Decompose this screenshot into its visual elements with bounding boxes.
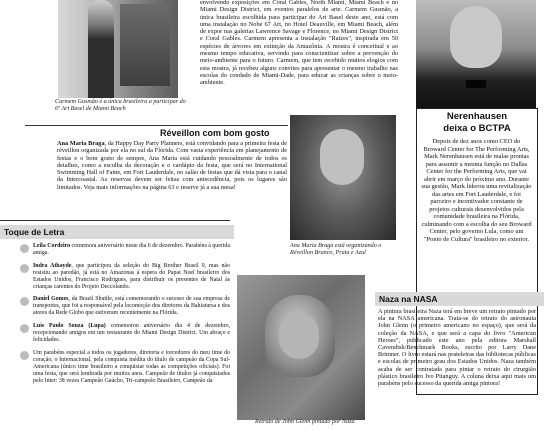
bowtie-shape [466,80,486,88]
bctpa-title-line2: deixa o BCTPA [443,123,511,134]
reveillon-name: Ana Maria Braga [57,140,105,147]
face-shape [320,129,364,185]
ana-maria-braga-photo [290,115,396,240]
face-shape [450,6,502,68]
face-shape [279,313,319,359]
carmem-gusmao-photo [58,0,178,98]
person-silhouette [88,0,114,98]
nasa-heading: Naza na NASA [375,292,544,306]
bullet-icon [20,244,29,253]
reveillon-rule [25,125,288,126]
toque-rule [0,220,230,221]
bullet-icon [20,351,29,360]
list-item [20,243,230,257]
list-item [20,350,230,385]
item-name: Luis Paulo Souza (Lupa) [33,323,106,330]
bullet-icon [20,264,29,273]
item-text: comemorou aniversário dia 4 de dezembro, recepcionando amigos em um restaurante do Miami Design District. Um abraço e felicidades. [33,323,230,343]
list-item [20,263,230,291]
reveillon-body: , da Happy Day Party Planners, está convidando para a primeira festa de réveillon organizada por ela no sul da Flórida. Com vasta experiência em planejamento de festas e o bom gosto de sempre, Ana Maria está cuidando pessoalmente de todos os detalhes, como a escolha da decoração e o cardápio da festa, que será no International Swimming Hall of Fame, em Fort Lauderdale, no salão de festas que dá vista para o canal da Intercoastal. As reservas devem ser feitas com antecedência, pois os lugares são limitados. Veja mais informações na página 63 e reserve já a sua mesa! [57,140,287,191]
item-name: Leila Cordeiro [33,243,71,249]
item-name: Daniel Gomes [33,296,69,303]
reveillon-heading: Réveillon com bom gosto [160,128,270,138]
ana-maria-caption: Ana Maria Braga está organizando o Réveillon Branco, Prata e Azul [290,243,382,257]
item-text: Um parabéns especial a todos os jogadores, diretoria e torcedores do meu time do coração, o Internacional, pela conquista inédita do título de campeão da Copa Sul-Americana (único time brasileiro a conquistar todas as competições oficiais). Foi uma festa, que será lembrada por muitos anos. Campeão de títulos já conquistados pelo Inter: 38 vezes Campeão Gaúcho, Tri-campeão Brasileiro, Campeão da [33,349,230,384]
bullet-icon [20,324,29,333]
item-text: , da Brazil Shuttle, está comemorando o sucesso de sua empresa de transportes, que foi a responsável pela locomoção dos diretores da Bahiatursa e dos atores da Rede Globo que estiveram recentemente na Flórida. [33,296,230,317]
john-glenn-painting [237,275,365,420]
item-text: comemora aniversário neste dia 6 de dezembro. Parabéns à querida amiga. [33,243,230,256]
list-item [20,323,230,344]
art-piece-shape [120,4,170,86]
carmem-caption: Carmem Gusmão é a única brasileira a participar do 6º Art Basel de Miami Beach [55,99,186,113]
toque-items-list [20,243,230,390]
bctpa-title-line1: Nerenhausen [446,111,508,122]
nerenhausen-photo [416,0,536,108]
bullet-icon [20,297,29,306]
nasa-text: A pintura brasileira Naza terá em breve um retrato pintado por ela na NASA americana. Trata-se do retrato do astronauta John Glenn (o primeiro americano no espaço), que será da coleção da NASA, e que será a capa do livro "American Heroes", publicado este ano pela editora Marshall Cavendish/Benchmark Books, escrito por Larry Dane Brimner. O livro estará nas prateleiras das bibliotecas públicas e escolas de primeiro grau dos Estados Unidos. Naza também acaba de ser contratada para pintar o retrato do cirurgião plástico brasileiro Ivo Pitanguy. A coluna deixa aqui mais um parabéns pelo sucesso da querida amiga pintora! [378,308,536,388]
bctpa-text: Depois de dez anos como CEO do Broward Center for The Performing Arts, Mark Nerenhausen está de malas prontas para assumir a mesma função no Dallas Center for the Performing Arts, que vai abrir em março do próximo ano. Durante sua gestão, Mark liderou uma revitalização das artes em Fort Lauderdale, e foi parceiro e incentivador constante de projetos culturais desenvolvidos pela comunidade brasileira na Flórida, culminando com a escolha do seu Broward Center, pelo governo Lula, como um "Ponto de Cultura" brasileiro no exterior. [421,138,532,243]
carmem-article-text: envolvendo exposições em Coral Gables, North Miami, Miami Beach e no Miami Design District, em eventos paralelos de arte. Carmem Gusmão, a única brasileira escolhida para participar do Art Basel deste ano, está com uma instalação no Nobe 67 Art, no Hotel Deauville, em Miami Beach, além de expor nas galerias Lawrence Savage e Florence, no Miami Design District e Coral Gables. Carmem apresenta a instalação "Raizes", inspirada em 50 espécies de árvores em extinção da Amazônia. A mostra é conceitual e ao mesmo tempo educativa, servindo para conscientizar sobre a prevenção do meio-ambiente para o futuro. Carmem, que tem recebido muitos elogios com esta mostra, já recebeu alguns convites para apresentar o mesmo trabalho nas escolas do condado de Miami-Dade, para educar as crianças sobre o meio-ambiente. [200,0,398,87]
john-glenn-caption: Retrato de John Glenn pintado por Naza [255,419,355,425]
item-name: Indra Athayde [33,262,72,269]
list-item [20,296,230,317]
reveillon-text [57,140,287,191]
item-text: , que participou da seleção do Big Brother Brasil 9, mas não resistiu ao paredão, já está no Amazonas à espera do Papai Noel brasileiro dos Estados Unidos, Francisco Rodrigues, para distribuir os presentes de Natal às crianças carentes do Projeto Deccolando. [33,262,230,290]
toque-heading: Toque de Letra [0,225,234,239]
